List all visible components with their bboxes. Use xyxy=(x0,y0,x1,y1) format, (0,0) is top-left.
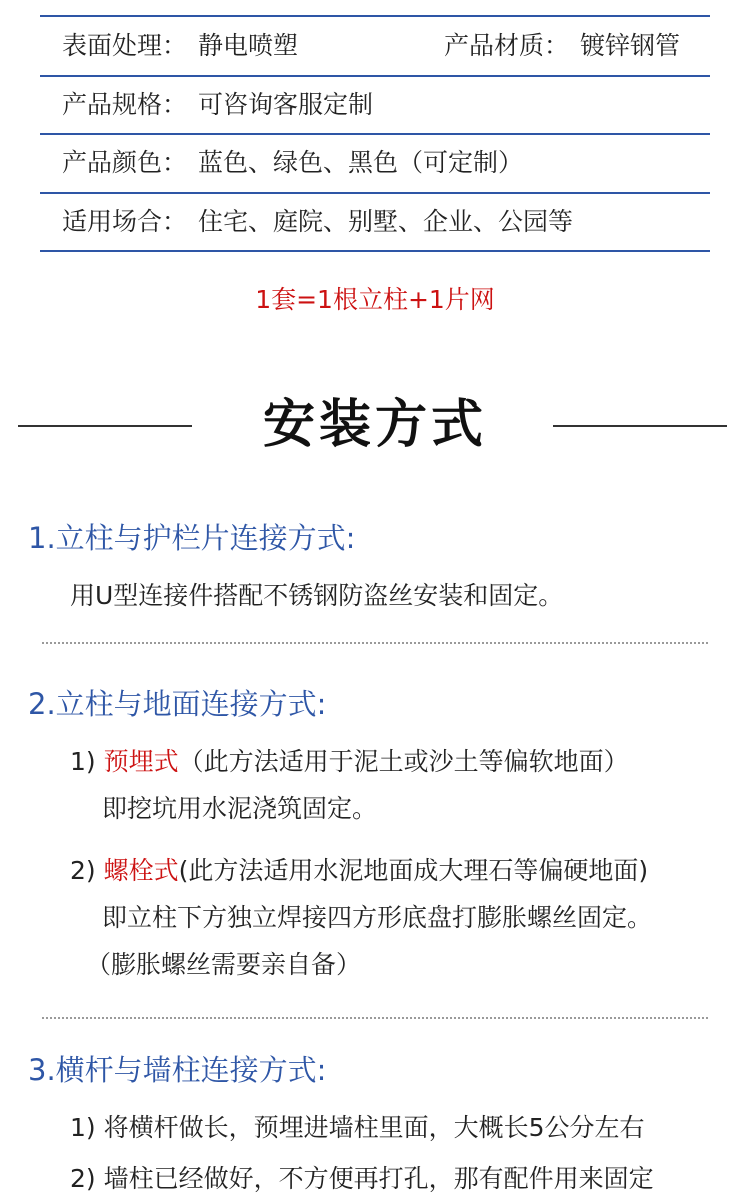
usage-value: 住宅、庭院、别墅、企业、公园等 xyxy=(198,207,574,236)
set-composition-note: 1套=1根立柱+1片网 xyxy=(255,285,495,314)
size-label: 产品规格： xyxy=(62,90,188,119)
embedded-method-name: 预埋式 xyxy=(103,747,179,776)
dotted-divider xyxy=(42,642,708,644)
surface-treatment-value: 静电喷塑 xyxy=(198,31,299,60)
surface-treatment-label: 表面处理： xyxy=(62,31,188,60)
bolt-method-note: （膨胀螺丝需要亲自备） xyxy=(86,950,362,979)
material-label: 产品材质： xyxy=(444,31,570,60)
title-right-rule xyxy=(553,425,727,427)
item-number: 2) xyxy=(70,856,96,885)
rail-wall-connection-heading: 3.横杆与墙柱连接方式: xyxy=(28,1053,327,1087)
usage-label: 适用场合： xyxy=(62,207,188,236)
rail-wall-method-2: 2) 墙柱已经做好，不方便再打孔，那有配件用来固定 xyxy=(70,1164,654,1193)
embedded-method-line xyxy=(70,745,629,779)
table-row-divider xyxy=(40,75,710,77)
embedded-method-desc: （此方法适用于泥土或沙土等偏软地面） xyxy=(178,747,629,776)
bolt-method-desc: (此方法适用水泥地面成大理石等偏硬地面) xyxy=(178,856,649,885)
size-value: 可咨询客服定制 xyxy=(198,90,374,119)
item-number: 1) xyxy=(70,747,96,776)
color-label: 产品颜色： xyxy=(62,148,188,177)
install-section-title: 安装方式 xyxy=(262,395,487,455)
table-row-divider xyxy=(40,192,710,194)
color-value: 蓝色、绿色、黑色（可定制） xyxy=(198,148,524,177)
dotted-divider xyxy=(42,1017,708,1019)
table-bottom-border xyxy=(40,250,710,252)
rail-wall-method-1: 1) 将横杆做长，预埋进墙柱里面，大概长5公分左右 xyxy=(70,1113,645,1142)
bolt-method-detail: 即立柱下方独立焊接四方形底盘打膨胀螺丝固定。 xyxy=(102,903,653,932)
post-panel-connection-heading: 1.立柱与护栏片连接方式: xyxy=(28,521,356,555)
bolt-method-line xyxy=(70,854,648,888)
bolt-method-name: 螺栓式 xyxy=(103,856,179,885)
embedded-method-detail: 即挖坑用水泥浇筑固定。 xyxy=(102,794,378,823)
table-row-divider xyxy=(40,133,710,135)
material-value: 镀锌钢管 xyxy=(580,31,681,60)
post-panel-connection-text: 用U型连接件搭配不锈钢防盗丝安装和固定。 xyxy=(70,581,564,610)
post-ground-connection-heading: 2.立柱与地面连接方式: xyxy=(28,687,327,721)
table-top-border xyxy=(40,15,710,17)
